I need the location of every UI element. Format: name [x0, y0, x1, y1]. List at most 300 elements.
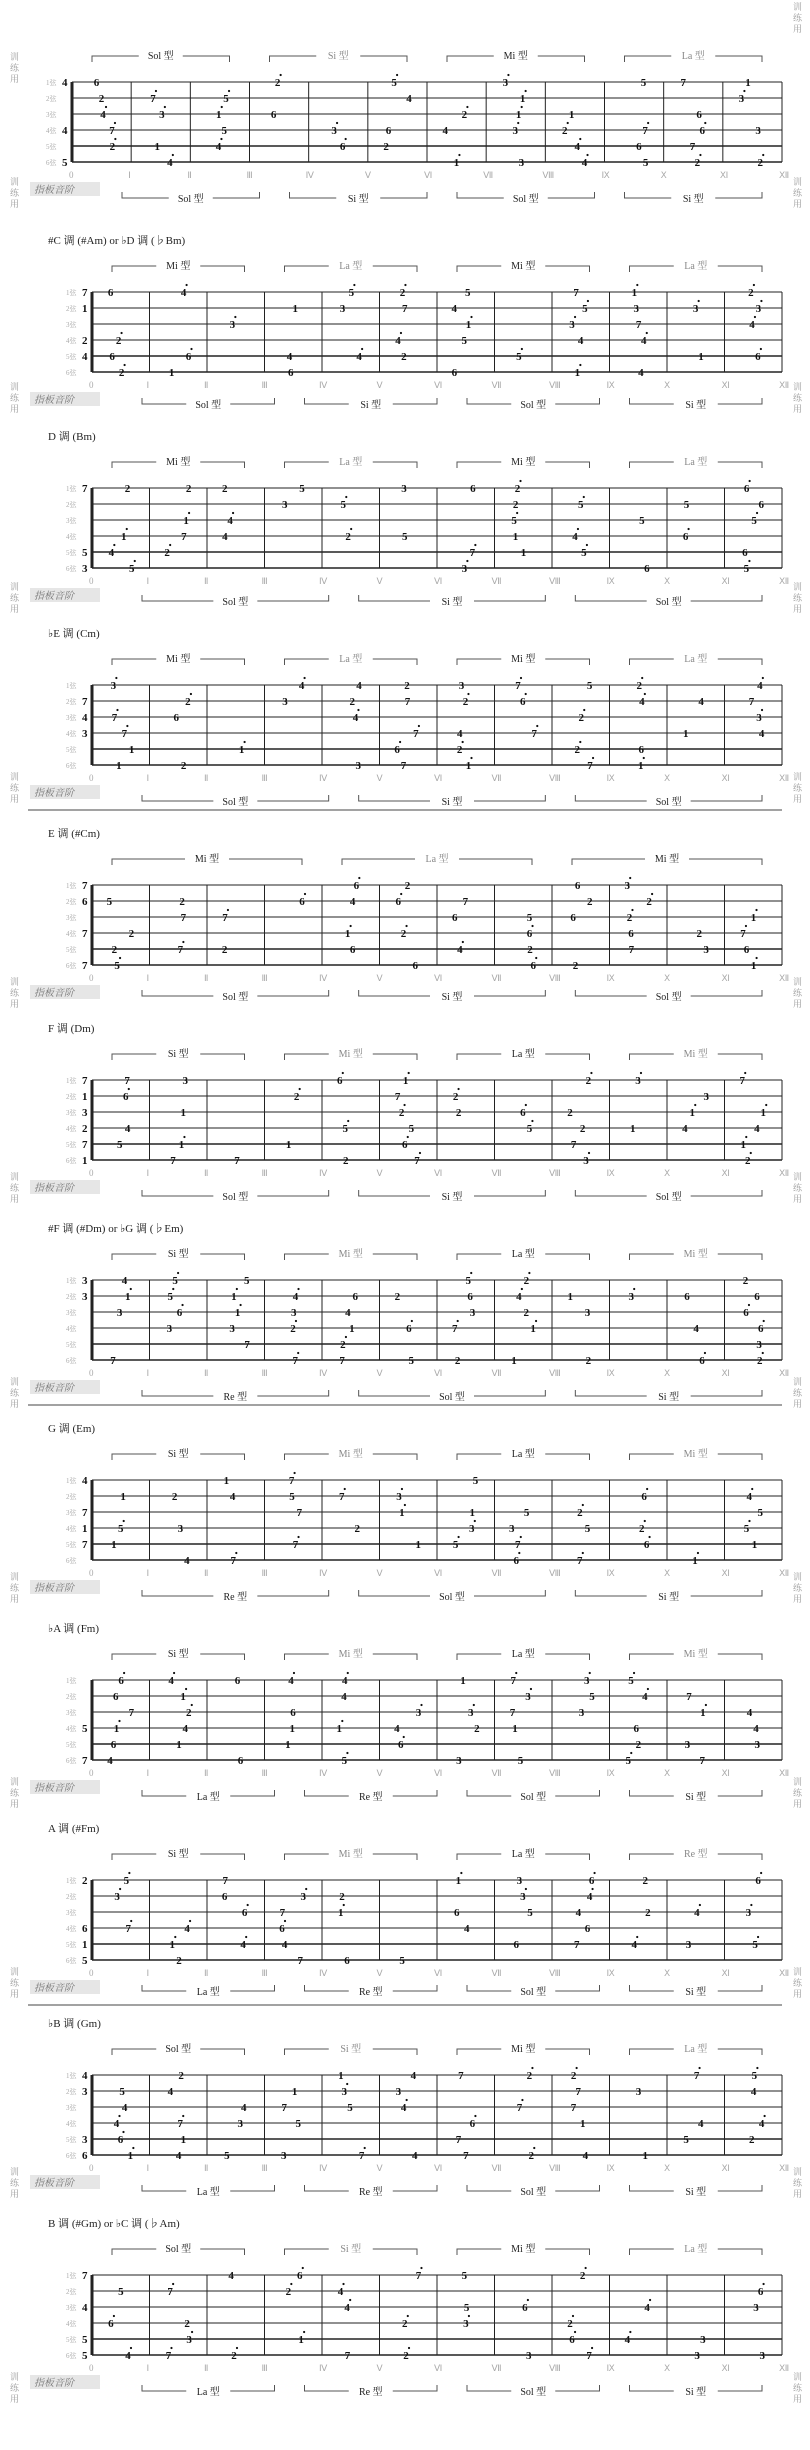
fret-number: Ⅲ	[261, 1768, 268, 1778]
scale-note: 6	[290, 1707, 296, 1719]
side-note-char: 训	[10, 2372, 20, 2382]
scale-note: 2	[526, 2070, 533, 2082]
side-note	[793, 1171, 803, 1204]
octave-dot	[590, 1072, 592, 1074]
octave-dot	[574, 2331, 576, 2333]
fret-number: Ⅳ	[319, 773, 328, 783]
fret-number: Ⅰ	[146, 2363, 150, 2373]
scale-note: 4	[457, 728, 463, 740]
fret-number: 0	[89, 2163, 94, 2173]
fret-number: 0	[89, 1568, 94, 1578]
fret-number: Ⅺ	[721, 1768, 730, 1778]
scale-note: 7	[401, 303, 408, 315]
fret-number: Ⅷ	[549, 1368, 561, 1378]
pattern-label-top: Mi 型	[338, 1449, 363, 1460]
fret-number: Ⅰ	[146, 1168, 150, 1178]
fret-number: Ⅵ	[434, 773, 443, 783]
scale-note: 5	[341, 1755, 348, 1767]
scale-note: 5	[751, 2070, 758, 2082]
open-note: 4	[62, 77, 68, 89]
octave-dot	[232, 512, 234, 514]
octave-dot	[705, 1704, 707, 1706]
octave-dot	[185, 1688, 187, 1690]
key-title: F 调 (Dm)	[48, 1023, 95, 1035]
string-label: 4弦	[46, 127, 57, 135]
fret-number: Ⅶ	[491, 1968, 502, 1978]
scale-note: 4	[222, 531, 228, 543]
scale-note: 7	[531, 728, 538, 740]
octave-dot	[577, 528, 579, 530]
fret-number: Ⅶ	[491, 1768, 502, 1778]
octave-dot	[743, 90, 745, 92]
key-section-D	[30, 430, 789, 608]
side-note-char: 用	[10, 1799, 20, 1809]
scale-note: 3	[745, 1907, 752, 1919]
scale-note: 2	[342, 1155, 349, 1167]
scale-note: 4	[642, 1691, 648, 1703]
scale-note: 3	[282, 696, 288, 708]
scale-note: 7	[222, 1875, 228, 1887]
scale-note: 7	[469, 547, 476, 559]
octave-dot	[636, 284, 638, 286]
scale-note: 3	[281, 499, 288, 511]
octave-dot	[694, 1104, 696, 1106]
scale-note: 3	[456, 1755, 462, 1767]
key-title: ♭E 调 (Cm)	[48, 628, 100, 640]
octave-dot	[648, 1536, 650, 1538]
scale-note: 6	[757, 1323, 764, 1335]
side-note-char: 练	[10, 2383, 20, 2393]
octave-dot	[115, 677, 117, 679]
fret-number: Ⅳ	[319, 1568, 328, 1578]
scale-note: 6	[185, 351, 192, 363]
octave-dot	[126, 528, 128, 530]
fret-number: Ⅱ	[204, 1168, 209, 1178]
scale-note: 3	[569, 319, 575, 331]
scale-note: 3	[759, 2350, 766, 2362]
scale-note: 6	[451, 912, 458, 924]
key-section-sharpF	[30, 1222, 789, 1403]
scale-note: 6	[234, 1675, 241, 1687]
scale-note: 6	[412, 960, 419, 972]
scale-note: 7	[288, 1475, 295, 1487]
pattern-label-bottom: Re 型	[223, 1392, 248, 1403]
open-note: 4	[82, 712, 88, 724]
scale-note: 2	[696, 928, 702, 940]
octave-dot	[462, 741, 464, 743]
scale-note: 1	[344, 928, 351, 940]
scale-note: 6	[743, 1307, 749, 1319]
scale-note: 2	[636, 680, 642, 692]
fret-number: 0	[89, 1368, 94, 1378]
pattern-label-bottom: Sol 型	[520, 1987, 547, 1998]
fret-number: Ⅵ	[434, 1368, 443, 1378]
scale-note: 6	[633, 1723, 640, 1735]
scale-note: 5	[408, 1123, 415, 1135]
octave-dot	[587, 300, 589, 302]
scale-note: 5	[347, 2102, 353, 2114]
pattern-label-top: La 型	[339, 654, 363, 665]
pattern-label-bottom: Sol 型	[195, 400, 222, 411]
octave-dot	[644, 693, 646, 695]
fret-number: Ⅴ	[376, 1168, 383, 1178]
scale-note: 3	[290, 1307, 297, 1319]
octave-dot	[172, 1288, 174, 1290]
open-note: 3	[82, 563, 88, 575]
fret-number: Ⅳ	[305, 170, 314, 180]
fret-number: Ⅲ	[261, 2363, 268, 2373]
octave-dot	[123, 364, 125, 366]
scale-note: 5	[461, 335, 467, 347]
scale-note: 6	[588, 1875, 595, 1887]
scale-note: 5	[224, 2150, 230, 2162]
scale-note: 5	[244, 1275, 250, 1287]
octave-dot	[745, 925, 747, 927]
octave-dot	[305, 1888, 307, 1890]
fret-number: Ⅴ	[376, 1968, 383, 1978]
scale-note: 3	[458, 680, 465, 692]
scale-note: 5	[683, 499, 690, 511]
scale-note: 2	[757, 157, 763, 169]
scale-note: 6	[107, 287, 114, 299]
octave-dot	[290, 2283, 292, 2285]
fret-number: Ⅴ	[376, 2163, 383, 2173]
octave-dot	[245, 1936, 247, 1938]
fret-number: Ⅹ	[664, 1568, 671, 1578]
fret-number: Ⅶ	[491, 576, 502, 586]
stamp-logo	[30, 392, 100, 406]
fret-number: Ⅲ	[261, 1168, 268, 1178]
octave-dot	[473, 1704, 475, 1706]
octave-dot	[468, 2315, 470, 2317]
fret-number: Ⅶ	[491, 380, 502, 390]
side-note-char: 练	[10, 2178, 20, 2188]
octave-dot	[525, 693, 527, 695]
octave-dot	[404, 1504, 406, 1506]
fret-number: Ⅵ	[434, 1168, 443, 1178]
fret-number: Ⅱ	[204, 973, 209, 983]
scale-note: 6	[522, 2302, 528, 2314]
scale-note: 1	[453, 157, 460, 169]
open-note: 7	[82, 483, 88, 495]
fret-number: Ⅰ	[146, 1568, 150, 1578]
scale-note: 3	[339, 303, 346, 315]
scale-note: 7	[177, 944, 184, 956]
scale-note: 4	[638, 367, 644, 379]
scale-note: 7	[680, 77, 686, 89]
octave-dot	[191, 2331, 193, 2333]
string-label: 6弦	[66, 1757, 77, 1765]
scale-note: 2	[512, 499, 519, 511]
octave-dot	[120, 332, 122, 334]
scale-note: 2	[528, 2150, 535, 2162]
scale-note: 4	[757, 680, 763, 692]
scale-note: 6	[339, 141, 346, 153]
octave-dot	[636, 1936, 638, 1938]
stamp-logo	[30, 2375, 100, 2389]
scale-note: 4	[121, 1275, 128, 1287]
pattern-label-top: Mi 型	[166, 654, 191, 665]
open-note: 7	[82, 1539, 88, 1551]
octave-dot	[118, 1720, 120, 1722]
octave-dot	[170, 2347, 172, 2349]
scale-note: 7	[128, 1707, 135, 1719]
string-label: 5弦	[66, 1341, 77, 1349]
scale-note: 2	[400, 928, 407, 940]
scale-note: 6	[699, 125, 706, 137]
string-label: 4弦	[66, 2320, 77, 2328]
octave-dot	[457, 1088, 459, 1090]
pattern-label-top: Si 型	[167, 1649, 189, 1660]
fret-number: Ⅲ	[261, 2163, 268, 2173]
scale-note: 2	[293, 1091, 300, 1103]
pattern-label-bottom: Si 型	[685, 2387, 707, 2398]
scale-note: 7	[515, 680, 521, 692]
octave-dot	[458, 154, 460, 156]
octave-dot	[347, 1672, 349, 1674]
scale-note: 2	[176, 1955, 182, 1967]
scale-note: 3	[114, 1891, 120, 1903]
open-note: 6	[82, 1923, 88, 1935]
octave-dot	[629, 2331, 631, 2333]
octave-dot	[364, 2147, 366, 2149]
side-note	[10, 51, 20, 84]
fret-number: Ⅷ	[549, 2163, 561, 2173]
scale-note: 1	[111, 1539, 117, 1551]
scale-note: 1	[750, 912, 757, 924]
fret-number: Ⅷ	[549, 576, 561, 586]
side-note	[10, 771, 20, 804]
fret-number: Ⅲ	[261, 973, 268, 983]
open-note: 4	[82, 1475, 88, 1487]
scale-note: 7	[739, 1075, 745, 1087]
pattern-label-bottom: Si 型	[658, 1392, 680, 1403]
octave-dot	[756, 2067, 758, 2069]
octave-dot	[164, 106, 166, 108]
scale-note: 2	[577, 1507, 583, 1519]
string-label: 4弦	[66, 1325, 77, 1333]
scale-note: 1	[530, 1323, 536, 1335]
stamp-text: 指板音阶	[34, 1983, 74, 1994]
octave-dot	[525, 90, 527, 92]
side-note	[793, 2371, 803, 2404]
fret-number: Ⅺ	[721, 380, 730, 390]
scale-note: 7	[404, 696, 411, 708]
scale-note: 3	[635, 2086, 642, 2098]
fret-number: Ⅶ	[491, 2163, 502, 2173]
scale-note: 7	[635, 319, 642, 331]
scale-note: 7	[110, 1355, 116, 1367]
octave-dot	[474, 2115, 476, 2117]
fret-number: Ⅸ	[606, 1368, 615, 1378]
side-note-char: 训	[793, 177, 803, 187]
scale-note: 1	[285, 1139, 292, 1151]
octave-dot	[579, 138, 581, 140]
octave-dot	[401, 1488, 403, 1490]
scale-note: 7	[297, 1955, 303, 1967]
octave-dot	[521, 2099, 523, 2101]
pattern-label-bottom: Si 型	[685, 1987, 707, 1998]
octave-dot	[697, 1552, 699, 1554]
scale-note: 6	[467, 1291, 473, 1303]
fret-number: Ⅶ	[491, 1368, 502, 1378]
scale-note: 1	[455, 1875, 462, 1887]
scale-note: 2	[354, 1523, 360, 1535]
pattern-label-bottom: Sol 型	[222, 992, 249, 1003]
scale-note: 4	[754, 1123, 760, 1135]
string-label: 3弦	[66, 1309, 77, 1317]
scale-note: 4	[345, 1307, 351, 1319]
octave-dot	[583, 496, 585, 498]
scale-note: 2	[642, 1875, 649, 1887]
scale-note: 4	[337, 2286, 344, 2298]
stamp-logo	[30, 1780, 100, 1794]
scale-note: 7	[686, 1691, 692, 1703]
fret-number: Ⅱ	[204, 1368, 209, 1378]
open-note: 7	[82, 1075, 88, 1087]
scale-note: 7	[279, 1907, 286, 1919]
scale-note: 4	[298, 680, 305, 692]
octave-dot	[629, 877, 631, 879]
scale-note: 4	[624, 2334, 631, 2346]
scale-note: 2	[585, 1075, 592, 1087]
scale-note: 2	[742, 1275, 749, 1287]
scale-note: 2	[455, 1107, 462, 1119]
fret-number: Ⅻ	[779, 576, 790, 586]
scale-note: 3	[526, 2350, 532, 2362]
octave-dot	[760, 1872, 762, 1874]
scale-note: 5	[642, 157, 649, 169]
string-label: 1弦	[66, 485, 77, 493]
scale-note: 4	[288, 1675, 294, 1687]
scale-note: 1	[121, 531, 127, 543]
fret-number: Ⅴ	[376, 380, 383, 390]
side-note-char: 用	[10, 1399, 20, 1409]
scale-note: 5	[461, 2270, 468, 2282]
octave-dot	[299, 1088, 301, 1090]
scale-note: 7	[699, 1755, 706, 1767]
scale-note: 4	[121, 2102, 128, 2114]
fret-number: Ⅻ	[779, 1568, 790, 1578]
octave-dot	[457, 1320, 459, 1322]
open-note: 4	[62, 125, 68, 137]
octave-dot	[521, 1288, 523, 1290]
octave-dot	[519, 480, 521, 482]
scale-note: 7	[230, 1555, 237, 1567]
scale-note: 1	[176, 1739, 182, 1751]
scale-note: 1	[751, 1539, 758, 1551]
scale-note: 2	[111, 944, 118, 956]
octave-dot	[419, 1152, 421, 1154]
scale-note: 3	[463, 2318, 469, 2330]
string-label: 1弦	[66, 1477, 77, 1485]
octave-dot	[755, 957, 757, 959]
fret-number: Ⅶ	[491, 1568, 502, 1578]
octave-dot	[284, 1920, 286, 1922]
open-note: 5	[62, 157, 68, 169]
scale-note: 6	[237, 1755, 244, 1767]
scale-note: 4	[442, 125, 448, 137]
scale-note: 6	[755, 351, 761, 363]
pattern-label-bottom: Si 型	[441, 597, 463, 608]
key-section-F	[30, 1022, 789, 1203]
scale-note: 5	[472, 1475, 479, 1487]
scale-note: 1	[234, 1307, 241, 1319]
pattern-label-top: Mi 型	[166, 261, 191, 272]
octave-dot	[520, 1536, 522, 1538]
scale-note: 3	[396, 1491, 402, 1503]
side-note	[793, 771, 803, 804]
octave-dot	[525, 1888, 527, 1890]
scale-note: 7	[587, 760, 593, 772]
scale-note: 4	[227, 515, 233, 527]
scale-note: 4	[240, 2102, 247, 2114]
pattern-label-bottom: Sol 型	[520, 2387, 547, 2398]
octave-dot	[345, 1336, 347, 1338]
scale-note: 5	[584, 1523, 591, 1535]
scale-note: 6	[110, 1739, 117, 1751]
fret-number: Ⅲ	[246, 170, 253, 180]
string-label: 1弦	[66, 1877, 77, 1885]
scale-note: 7	[296, 1507, 303, 1519]
fret-number: 0	[89, 576, 94, 586]
fret-number: Ⅲ	[261, 380, 268, 390]
side-note-char: 训	[793, 1967, 803, 1977]
scale-note: 1	[700, 1707, 706, 1719]
octave-dot	[357, 709, 359, 711]
octave-dot	[172, 154, 174, 156]
scale-note: 4	[516, 1291, 522, 1303]
scale-note: 6	[755, 1875, 761, 1887]
fret-number: Ⅸ	[606, 380, 615, 390]
scale-note: 6	[574, 880, 581, 892]
open-note: 1	[82, 1091, 88, 1103]
scale-note: 6	[173, 712, 180, 724]
scale-note: 1	[223, 1475, 230, 1487]
string-label: 3弦	[66, 321, 77, 329]
scale-note: 3	[753, 2302, 759, 2314]
open-note: 4	[82, 2302, 88, 2314]
scale-note: 1	[183, 515, 189, 527]
octave-dot	[234, 316, 236, 318]
fret-number: Ⅴ	[376, 773, 383, 783]
side-note	[10, 1571, 20, 1604]
pattern-label-bottom: Sol 型	[655, 1192, 682, 1203]
scale-note: 2	[635, 1739, 642, 1751]
octave-dot	[582, 1504, 584, 1506]
scale-note: 6	[569, 2334, 575, 2346]
octave-dot	[130, 1920, 132, 1922]
scale-note: 5	[116, 1139, 123, 1151]
side-note-char: 训	[10, 382, 20, 392]
scale-note: 2	[179, 896, 185, 908]
pattern-label-top: Si 型	[327, 51, 349, 62]
stamp-text: 指板音阶	[34, 2378, 74, 2389]
scale-note: 3	[703, 944, 709, 956]
open-note: 1	[82, 1523, 88, 1535]
scale-note: 1	[568, 109, 575, 121]
scale-note: 2	[98, 93, 105, 105]
scale-note: 7	[413, 728, 419, 740]
scale-note: 6	[469, 2118, 476, 2130]
string-label: 2弦	[66, 1693, 77, 1701]
scale-note: 2	[398, 1107, 405, 1119]
scale-note: 1	[515, 109, 522, 121]
octave-dot	[400, 893, 402, 895]
octave-dot	[304, 893, 306, 895]
scale-note: 2	[579, 2270, 586, 2282]
scale-note: 4	[175, 2150, 182, 2162]
